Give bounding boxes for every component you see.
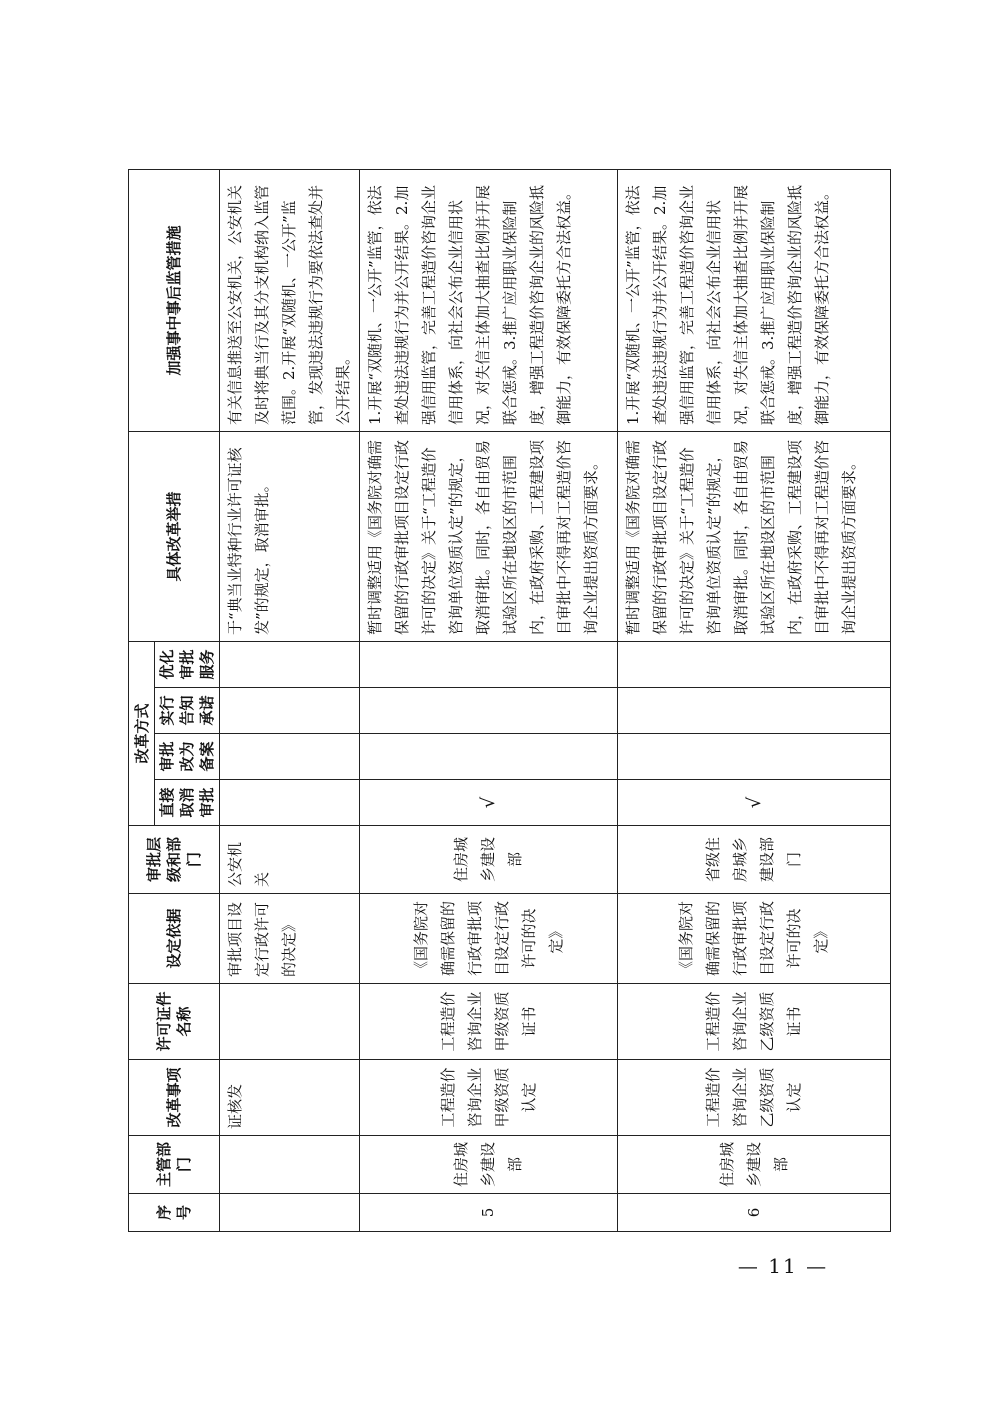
cell-dept <box>220 1136 360 1194</box>
cell-measures: 于“典当业特种行业许可证核发”的规定，取消审批。 <box>220 431 360 641</box>
header-item: 改革事项 <box>129 1060 220 1136</box>
cell-m3 <box>360 688 618 734</box>
cell-measures: 暂时调整适用《国务院对确需保留的行政审批项目设定行政许可的决定》关于“工程造价咨询单位资质认定”的规定，取消审批。同时，各自由贸易试验区所在地设区的市范围内，在政府采购、工程建设项目审批中不得再对工程造价咨询企业提出资质方面要求。 <box>360 431 618 641</box>
cell-m4 <box>360 641 618 687</box>
header-method-optimize: 优化审批服务 <box>155 641 220 687</box>
cell-level: 公安机关 <box>220 826 360 894</box>
cell-dept: 住房城乡建设部 <box>618 1136 891 1194</box>
cell-m4 <box>618 641 891 687</box>
cell-m4 <box>220 641 360 687</box>
cell-m3 <box>618 688 891 734</box>
cell-supervision: 1.开展“双随机、一公开”监管，依法查处违法违规行为并公开结果。2.加强信用监管，完善工程造价咨询企业信用体系，向社会公布企业信用状况，对失信主体加大抽查比例并开展联合惩戒。3.推广应用职业保险制度，增强工程造价咨询企业的风险抵御能力，有效保障委托方合法权益。 <box>618 169 891 431</box>
table-row <box>618 169 891 1231</box>
page-number: — 11 — <box>737 1254 829 1278</box>
header-seq: 序号 <box>129 1194 220 1232</box>
header-measures: 具体改革举措 <box>129 431 220 641</box>
cell-m1 <box>220 780 360 826</box>
cell-measures: 暂时调整适用《国务院对确需保留的行政审批项目设定行政许可的决定》关于“工程造价咨询单位资质认定”的规定，取消审批。同时，各自由贸易试验区所在地设区的市范围内，在政府采购、工程建设项目审批中不得再对工程造价咨询企业提出资质方面要求。 <box>618 431 891 641</box>
rotated-table-container <box>128 170 863 1232</box>
reform-table <box>128 169 891 1232</box>
cell-item: 工程造价咨询企业乙级资质认定 <box>618 1060 891 1136</box>
header-level: 审批层级和部门 <box>129 826 220 894</box>
table-row <box>220 169 360 1231</box>
cell-m1: √ <box>618 780 891 826</box>
cell-m3 <box>220 688 360 734</box>
header-cert: 许可证件名称 <box>129 984 220 1060</box>
cell-m2 <box>618 734 891 780</box>
cell-cert: 工程造价咨询企业乙级资质证书 <box>618 984 891 1060</box>
cell-level: 省级住房城乡建设部门 <box>618 826 891 894</box>
cell-seq: 6 <box>618 1194 891 1232</box>
table-row <box>360 169 618 1231</box>
cell-cert <box>220 984 360 1060</box>
cell-cert: 工程造价咨询企业甲级资质证书 <box>360 984 618 1060</box>
cell-m2 <box>360 734 618 780</box>
cell-basis: 《国务院对确需保留的行政审批项目设定行政许可的决定》 <box>618 894 891 984</box>
cell-level: 住房城乡建设部 <box>360 826 618 894</box>
cell-supervision: 有关信息推送至公安机关，公安机关及时将典当行及其分支机构纳入监管范围。2.开展“双随机、一公开”监管，发现违法违规行为要依法查处并公开结果。 <box>220 169 360 431</box>
header-method-cancel: 直接取消审批 <box>155 780 220 826</box>
cell-basis: 审批项目设定行政许可的决定》 <box>220 894 360 984</box>
header-method-notify: 实行告知承诺 <box>155 688 220 734</box>
header-dept: 主管部门 <box>129 1136 220 1194</box>
cell-basis: 《国务院对确需保留的行政审批项目设定行政许可的决定》 <box>360 894 618 984</box>
header-method-group: 改革方式 <box>129 641 155 825</box>
cell-m2 <box>220 734 360 780</box>
header-basis: 设定依据 <box>129 894 220 984</box>
cell-dept: 住房城乡建设部 <box>360 1136 618 1194</box>
cell-item: 工程造价咨询企业甲级资质认定 <box>360 1060 618 1136</box>
cell-m1: √ <box>360 780 618 826</box>
cell-supervision: 1.开展“双随机、一公开”监管，依法查处违法违规行为并公开结果。2.加强信用监管，完善工程造价咨询企业信用体系，向社会公布企业信用状况，对失信主体加大抽查比例并开展联合惩戒。3.推广应用职业保险制度，增强工程造价咨询企业的风险抵御能力，有效保障委托方合法权益。 <box>360 169 618 431</box>
cell-item: 证核发 <box>220 1060 360 1136</box>
header-method-filing: 审批改为备案 <box>155 734 220 780</box>
header-supervision: 加强事中事后监管措施 <box>129 169 220 431</box>
cell-seq: 5 <box>360 1194 618 1232</box>
cell-seq <box>220 1194 360 1232</box>
